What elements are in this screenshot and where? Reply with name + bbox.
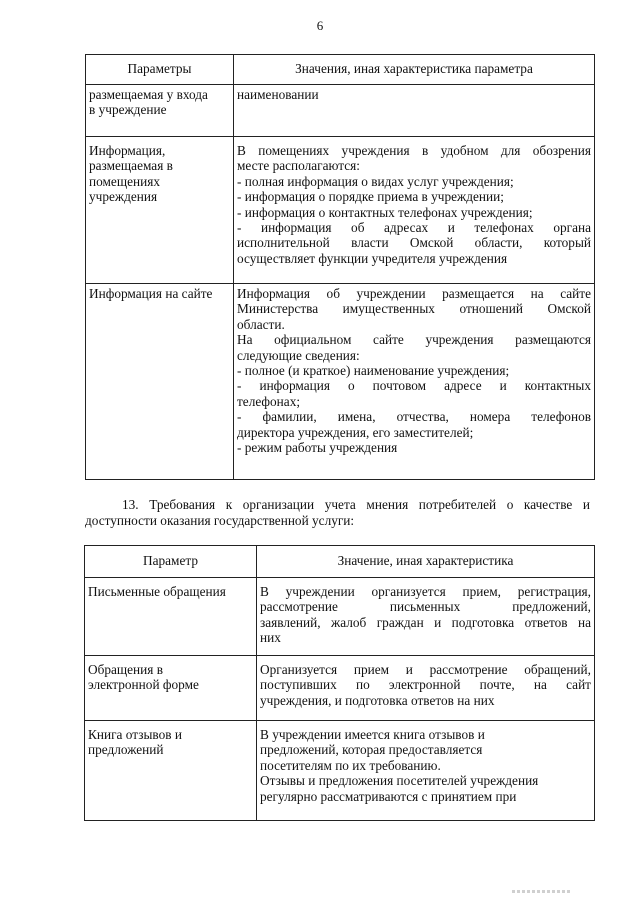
value-line: посетителям по их требованию. xyxy=(260,757,441,773)
param-line: предложений xyxy=(88,742,164,758)
param-line: Информация на сайте xyxy=(89,286,213,301)
param-line: в учреждение xyxy=(89,102,167,118)
param-cell xyxy=(86,137,234,284)
value-line: следующие сведения: xyxy=(237,347,360,363)
value-line: - полная информация о видах услуг учреждения; xyxy=(237,173,514,189)
value-line: поступивших по электронной почте, на сайт xyxy=(260,677,591,693)
table-header-row xyxy=(85,546,595,578)
value-line: Организуется прием и рассмотрение обращений, xyxy=(260,662,591,677)
value-cell xyxy=(234,284,595,480)
value-cell xyxy=(234,85,595,137)
param-line: помещениях xyxy=(89,173,160,189)
value-line: директора учреждения, его заместителей; xyxy=(237,424,474,440)
parameters-table-2 xyxy=(84,545,595,821)
parameters-table-1 xyxy=(85,54,595,480)
value-line: - фамилии, имена, отчества, номера телефонов xyxy=(237,409,591,425)
value-line: - режим работы учреждения xyxy=(237,440,398,456)
value-line: - полное (и краткое) наименование учреждения; xyxy=(237,363,510,379)
value-line: регулярно рассматриваются с принятием при xyxy=(260,788,517,804)
value-line: области. xyxy=(237,316,285,332)
value-line: - информация о почтовом адресе и контактных xyxy=(237,378,591,394)
param-line: размещаемая у входа xyxy=(89,87,208,102)
value-line: наименовании xyxy=(237,87,319,102)
header-parameters: Параметры xyxy=(86,55,234,85)
section-13-line: 13. Требования к организации учета мнения потребителей о качестве и xyxy=(122,497,590,512)
section-13-heading xyxy=(85,497,590,529)
table-row xyxy=(86,85,595,137)
value-line: осуществляет функции учредителя учреждения xyxy=(237,250,508,266)
param-line: Письменные обращения xyxy=(88,584,226,599)
value-cell xyxy=(257,656,595,721)
table-row xyxy=(86,137,595,284)
table-row xyxy=(85,656,595,721)
table-header-row xyxy=(86,55,595,85)
value-line: В учреждении организуется прием, регистрация, xyxy=(260,584,591,599)
table-row xyxy=(85,578,595,656)
value-line: Отзывы и предложения посетителей учреждения xyxy=(260,773,539,789)
value-line: В помещениях учреждения в удобном для обозрения xyxy=(237,143,591,158)
param-line: учреждения xyxy=(89,189,158,205)
page-number: 6 xyxy=(316,18,324,33)
section-13-line: доступности оказания государственной услуги: xyxy=(85,513,355,528)
value-line: учреждения, и подготовка ответов на них xyxy=(260,692,495,708)
header-values: Значения, иная характеристика параметра xyxy=(234,55,595,85)
value-cell xyxy=(257,578,595,656)
value-line: На официальном сайте учреждения размещаются xyxy=(237,332,591,348)
header-value: Значение, иная характеристика xyxy=(257,546,595,578)
param-cell xyxy=(86,85,234,137)
value-line: исполнительной власти Омской области, который xyxy=(237,235,591,251)
param-cell xyxy=(85,578,257,656)
param-line: размещаемая в xyxy=(89,158,173,174)
value-line: них xyxy=(260,630,281,646)
value-line: Министерства имущественных отношений Омской xyxy=(237,301,591,317)
scan-artifact-mark xyxy=(512,890,570,893)
value-cell xyxy=(234,137,595,284)
table-row xyxy=(86,284,595,480)
value-cell xyxy=(257,721,595,821)
value-line: Информация об учреждении размещается на сайте xyxy=(237,286,591,301)
value-line: телефонах; xyxy=(237,393,301,409)
param-line: электронной форме xyxy=(88,677,199,693)
value-line: - информация об адресах и телефонах органа xyxy=(237,220,591,236)
value-line: В учреждении имеется книга отзывов и xyxy=(260,727,485,742)
value-line: - информация о контактных телефонах учреждения; xyxy=(237,204,533,220)
param-cell xyxy=(85,656,257,721)
value-line: рассмотрение письменных предложений, xyxy=(260,599,591,615)
value-line: предложений, которая предоставляется xyxy=(260,742,483,758)
value-line: месте располагаются: xyxy=(237,158,360,174)
param-line: Информация, xyxy=(89,143,166,158)
param-line: Обращения в xyxy=(88,662,164,677)
param-cell xyxy=(85,721,257,821)
param-line: Книга отзывов и xyxy=(88,727,182,742)
table-row xyxy=(85,721,595,821)
value-line: заявлений, жалоб граждан и подготовка ответов на xyxy=(260,614,591,630)
header-parameter: Параметр xyxy=(85,546,257,578)
value-line: - информация о порядке приема в учреждении; xyxy=(237,189,504,205)
param-cell xyxy=(86,284,234,480)
